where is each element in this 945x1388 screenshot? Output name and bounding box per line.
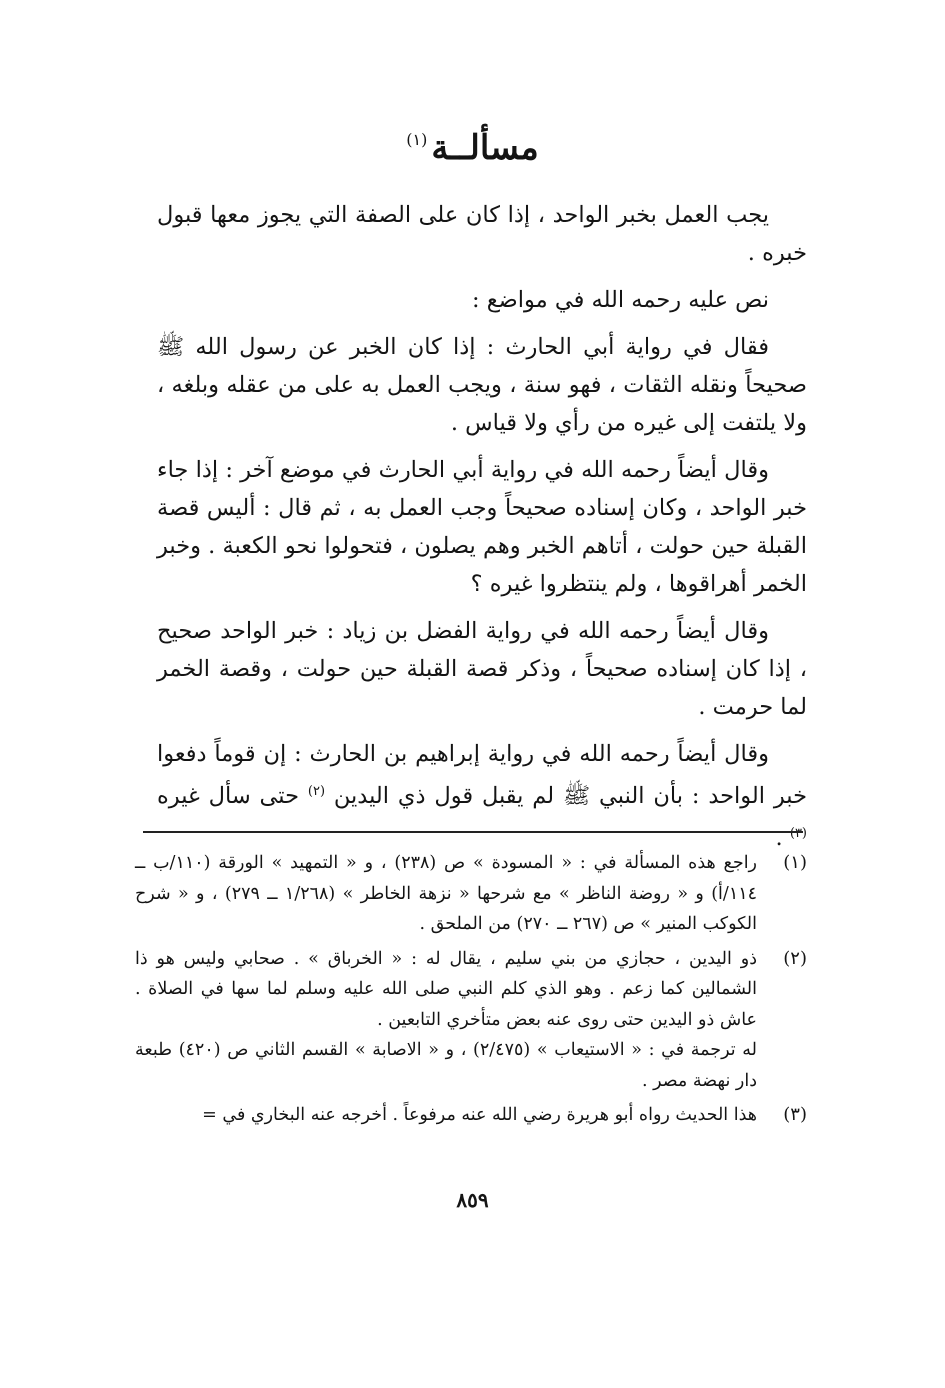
footnote-number: (١) (783, 852, 807, 873)
paragraph-6-part2: حتى سأل غيره (157, 783, 300, 809)
footnote-ref-1: (١) (406, 130, 428, 149)
paragraph-1: يجب العمل بخبر الواحد ، إذا كان على الصفة التي يجوز معها قبول خبره . (157, 202, 807, 266)
footnotes (135, 848, 807, 1135)
main-text (157, 196, 807, 866)
paragraph-5: وقال أيضاً رحمه الله في رواية الفضل بن زياد : خبر الواحد صحيح ، إذا كان إسناده صحيحاً ، وذكر قصة القبلة حين حولت ، وقصة الخمر لما حرمت . (157, 618, 807, 720)
footnote-text (135, 1100, 757, 1131)
paragraph-2: نص عليه رحمه الله في مواضع : (471, 287, 769, 313)
footnote-number: (٣) (783, 1104, 807, 1125)
footnote-ref-2: (٢) (307, 784, 326, 799)
footnote-line: هذا الحديث رواه أبو هريرة رضي الله عنه مرفوعاً . أخرجه عنه البخاري في = (202, 1105, 757, 1125)
footnote-number: (٢) (783, 947, 807, 969)
section-title (0, 128, 945, 169)
paragraph-4: وقال أيضاً رحمه الله في رواية أبي الحارث في موضع آخر : إذا جاء خبر الواحد ، وكان إسناده صحيحاً وجب العمل به ، ثم قال : أليس قصة القبلة حين حولت ، أتاهم الخبر وهم يصلون ، فتحولوا نحو الكعبة . وخبر الخمر أهراقوها ، ولم ينتظروا غيره ؟ (157, 457, 807, 597)
page-number: ٨٥٩ (456, 1188, 489, 1212)
footnote-separator (143, 831, 803, 833)
section-title-text: مسألــة (431, 128, 539, 168)
paragraph-6 (157, 735, 807, 857)
footnote-text (135, 944, 757, 1097)
footnote-line: له ترجمة في : « الاستيعاب » (٢/٤٧٥) ، و « الاصابة » القسم الثاني ص (٤٢٠) طبعة دار نهضة مصر . (135, 1040, 757, 1091)
paragraph-3: فقال في رواية أبي الحارث : إذا كان الخبر عن رسول الله ﷺ صحيحاً ونقله الثقات ، فهو سنة ، ويجب العمل به على من عقله وبلغه ، ولا يلتفت إلى غيره من رأي ولا قياس . (157, 334, 807, 436)
footnote-line: راجع هذه المسألة في : « المسودة » ص (٢٣٨) ، و « التمهيد » الورقة (١١٠/ب ــ ١١٤/أ) و « روضة الناظر » مع شرحها « نزهة الخاطر » (١/٢٦٨ ــ ٢٧٩) ، و « شرح الكوكب المنير » ص (٢٦٧ ــ ٢٧٠) من الملحق . (135, 853, 758, 934)
footnote-1 (135, 848, 807, 940)
paragraph-6-part3: . (775, 825, 783, 851)
footnote-2 (135, 944, 807, 1097)
footnote-text (135, 848, 757, 940)
footnote-ref-3: (٣) (789, 826, 807, 841)
paragraph-6-part1: وقال أيضاً رحمه الله في رواية إبراهيم بن الحارث : إن قوماً دفعوا خبر الواحد : بأن النبي ﷺ لم يقبل قول ذي اليدين (157, 741, 808, 809)
footnote-line: ذو اليدين ، حجازي من بني سليم ، يقال له : « الخرباق » . صحابي وليس هو ذا الشمالين كما زعم . وهو الذي كلم النبي صلى الله عليه وسلم لما سها في الصلاة . عاش ذو اليدين حتى روى عنه بعض متأخري التابعين . (135, 948, 757, 1030)
footnote-3 (135, 1100, 807, 1131)
